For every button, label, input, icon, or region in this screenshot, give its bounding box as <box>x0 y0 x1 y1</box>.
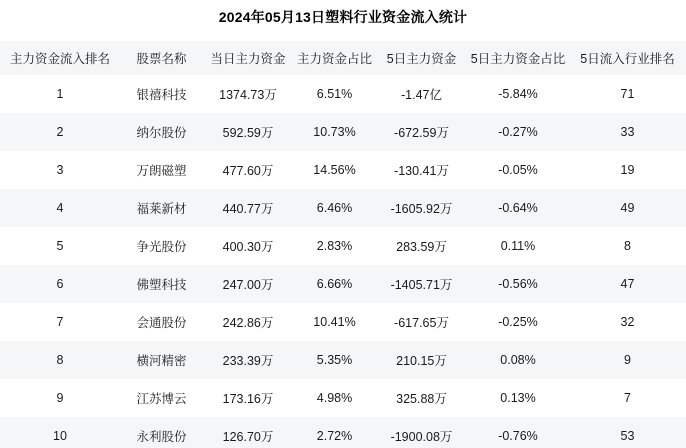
table-cell-main_funds_today: 1374.73万 <box>219 88 277 102</box>
table-cell-main_funds_today: 242.86万 <box>222 316 274 330</box>
column-header-main_funds_today: 当日主力资金 <box>203 41 293 75</box>
fund-flow-table <box>0 41 686 448</box>
table-cell-inflow_rank_5d: 47 <box>620 277 635 291</box>
table-cell-main_inflow_rank: 6 <box>56 277 64 291</box>
table-cell-stock_name: 纳尔股份 <box>136 126 187 140</box>
table-cell-inflow_rank_5d: 7 <box>624 391 631 405</box>
table-cell-main_funds_5d_pct: -5.84% <box>498 87 538 101</box>
table-cell-stock_name: 福莱新材 <box>136 202 187 216</box>
table-cell-main_funds_5d_pct: -0.64% <box>498 201 538 215</box>
table-row <box>0 341 686 379</box>
column-header-main_funds_pct: 主力资金占比 <box>293 41 376 75</box>
table-cell-main_funds_5d_pct: 0.13% <box>500 391 536 405</box>
table-cell-main_inflow_rank: 9 <box>56 391 64 405</box>
table-row <box>0 303 686 341</box>
table-cell-inflow_rank_5d: 53 <box>620 429 635 443</box>
table-row <box>0 151 686 189</box>
column-header-main_funds_5d_pct: 5日主力资金占比 <box>467 41 569 75</box>
table-cell-main_funds_5d: 283.59万 <box>396 240 447 254</box>
table-row <box>0 265 686 303</box>
table-cell-main_funds_pct: 10.41% <box>313 315 356 329</box>
table-cell-stock_name: 永利股份 <box>136 430 187 444</box>
table-cell-main_funds_today: 440.77万 <box>222 202 274 216</box>
table-cell-inflow_rank_5d: 32 <box>620 315 635 329</box>
table-cell-inflow_rank_5d: 33 <box>620 125 635 139</box>
table-cell-stock_name: 江苏博云 <box>136 392 187 406</box>
table-cell-inflow_rank_5d: 8 <box>624 239 631 253</box>
table-cell-main_funds_5d: -617.65万 <box>394 316 449 330</box>
table-cell-stock_name: 争光股份 <box>136 240 187 254</box>
table-cell-main_funds_5d_pct: -0.56% <box>498 277 538 291</box>
table-cell-main_funds_5d: -1405.71万 <box>390 278 453 292</box>
table-cell-main_funds_5d_pct: -0.76% <box>498 429 538 443</box>
table-cell-main_funds_5d: 325.88万 <box>396 392 447 406</box>
column-header-inflow_rank_5d: 5日流入行业排名 <box>569 41 686 75</box>
table-cell-inflow_rank_5d: 49 <box>620 201 635 215</box>
table-cell-main_funds_today: 400.30万 <box>222 240 274 254</box>
table-cell-stock_name: 会通股份 <box>136 316 187 330</box>
table-cell-main_funds_pct: 6.66% <box>316 277 353 291</box>
table-cell-main_funds_today: 233.39万 <box>222 354 274 368</box>
table-cell-main_funds_5d: -130.41万 <box>394 164 449 178</box>
table-cell-main_inflow_rank: 5 <box>56 239 64 253</box>
table-cell-stock_name: 银禧科技 <box>136 88 187 102</box>
table-cell-main_funds_pct: 2.72% <box>316 429 353 443</box>
table-cell-main_funds_pct: 5.35% <box>316 353 353 367</box>
table-cell-main_funds_today: 477.60万 <box>222 164 274 178</box>
page-title: 2024年05月13日塑料行业资金流入统计 <box>218 9 468 25</box>
table-cell-main_funds_5d: -1900.08万 <box>390 430 453 444</box>
table-row <box>0 75 686 113</box>
table-cell-main_funds_5d: -1605.92万 <box>390 202 453 216</box>
table-cell-main_funds_5d_pct: 0.11% <box>500 239 536 253</box>
table-row <box>0 227 686 265</box>
table-cell-main_funds_pct: 6.51% <box>316 87 353 101</box>
table-cell-main_inflow_rank: 10 <box>53 429 67 443</box>
column-header-stock_name: 股票名称 <box>120 41 203 75</box>
table-cell-main_funds_5d: -672.59万 <box>394 126 449 140</box>
table-cell-main_funds_today: 247.00万 <box>222 278 274 292</box>
table-body <box>0 75 686 448</box>
table-row <box>0 113 686 151</box>
table-cell-main_funds_pct: 4.98% <box>316 391 353 405</box>
table-cell-main_inflow_rank: 4 <box>56 201 64 215</box>
table-cell-main_funds_5d: 210.15万 <box>396 354 447 368</box>
table-cell-main_inflow_rank: 2 <box>56 125 64 139</box>
table-cell-main_funds_5d_pct: 0.08% <box>500 353 536 367</box>
table-cell-stock_name: 佛塑科技 <box>136 278 187 292</box>
table-cell-main_funds_5d_pct: -0.27% <box>498 125 538 139</box>
table-row <box>0 417 686 448</box>
table-cell-main_funds_pct: 14.56% <box>313 163 356 177</box>
table-cell-main_funds_pct: 10.73% <box>313 125 356 139</box>
table-header-row <box>0 41 686 75</box>
table-cell-main_inflow_rank: 1 <box>56 87 64 101</box>
table-cell-main_funds_5d: -1.47亿 <box>401 88 442 102</box>
table-cell-main_inflow_rank: 8 <box>56 353 64 367</box>
table-row <box>0 379 686 417</box>
column-header-main_inflow_rank: 主力资金流入排名 <box>0 41 120 75</box>
table-cell-stock_name: 横河精密 <box>136 354 187 368</box>
table-cell-main_funds_5d_pct: -0.25% <box>498 315 538 329</box>
table-cell-inflow_rank_5d: 19 <box>620 163 635 177</box>
table-cell-main_inflow_rank: 3 <box>56 163 64 177</box>
table-cell-main_inflow_rank: 7 <box>56 315 64 329</box>
table-cell-main_funds_5d_pct: -0.05% <box>498 163 538 177</box>
column-header-main_funds_5d: 5日主力资金 <box>376 41 467 75</box>
table-cell-main_funds_today: 126.70万 <box>222 430 274 444</box>
table-header <box>0 41 686 75</box>
table-cell-inflow_rank_5d: 71 <box>620 87 635 101</box>
table-cell-main_funds_today: 592.59万 <box>222 126 274 140</box>
table-row <box>0 189 686 227</box>
table-cell-main_funds_pct: 2.83% <box>316 239 353 253</box>
table-cell-stock_name: 万朗磁塑 <box>136 164 187 178</box>
table-cell-inflow_rank_5d: 9 <box>624 353 631 367</box>
table-cell-main_funds_today: 173.16万 <box>222 392 274 406</box>
table-cell-main_funds_pct: 6.46% <box>316 201 353 215</box>
